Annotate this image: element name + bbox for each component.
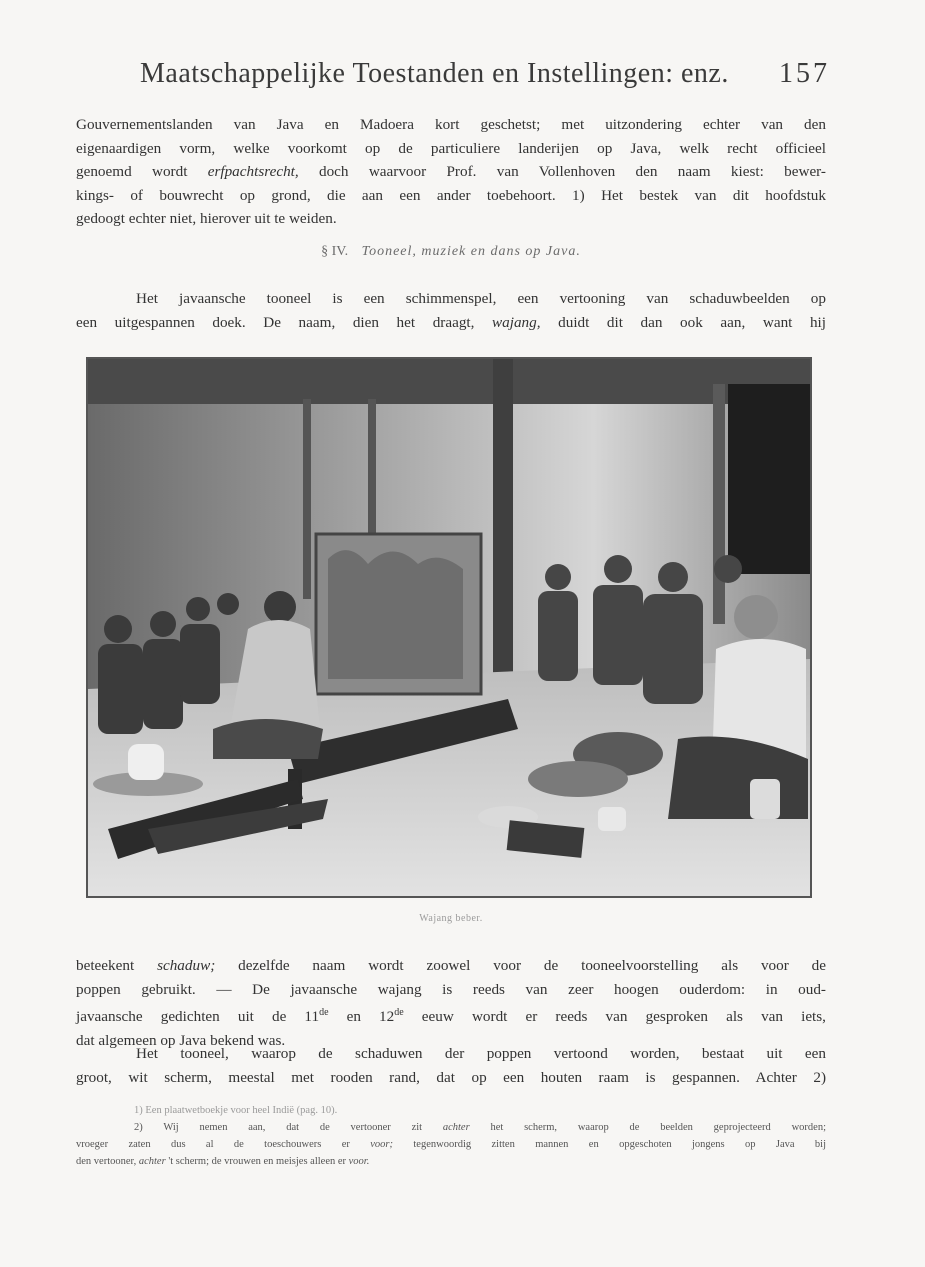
italic-term: schaduw; [157,957,216,974]
paragraph-3 [76,954,826,1052]
section-heading [76,244,826,260]
italic-term: voor. [348,1156,370,1167]
section-number: § IV. [321,244,349,259]
text-run: het scherm, waarop de beelden geprojecteerd worden; [469,1122,826,1133]
paragraph-line [76,954,826,978]
footnote-2-line [76,1136,826,1153]
paragraph-line: gedoogt echter niet, hierover uit te weiden. [76,210,337,227]
paragraph-1 [76,113,826,231]
text-run: dezelfde naam wordt zoowel voor de tooneelvoorstelling als voor de [215,957,827,974]
text-run: vroeger zaten dus al de toeschouwers er [76,1139,371,1150]
paragraph-line [76,1001,826,1029]
text-run: javaansche gedichten uit de 11 [76,1008,320,1025]
italic-term: erfpachtsrecht, [207,163,299,180]
text-run: tegenwoordig zitten mannen en opgeschoten jongens op Java bij [393,1139,826,1150]
paragraph-line [76,311,826,335]
text-run: beteekent [76,957,158,974]
paragraph-line: poppen gebruikt. — De javaansche wajang is reeds van zeer hoogen ouderdom: in oud- [76,980,826,998]
text-run: genoemd wordt [76,163,208,180]
text-run: 't scherm; de vrouwen en meisjes alleen er [165,1156,349,1167]
italic-term: achter [138,1156,166,1167]
section-title: Tooneel, muziek en dans op Java. [361,244,581,259]
running-head [140,58,830,98]
paragraph-2 [76,287,826,334]
wayang-photograph [86,357,812,898]
paragraph-line: Het javaansche tooneel is een schimmenspel, een vertooning van schaduwbeelden op [136,290,826,307]
paragraph-line: Het tooneel, waarop de schaduwen der poppen vertoond worden, bestaat uit een [136,1045,826,1062]
text-run: en 12 [328,1008,395,1025]
paragraph-4 [76,1042,826,1089]
paragraph-line: dat algemeen op Java bekend was. [76,1031,286,1049]
text-run: 2) Wij nemen aan, dat de vertooner zit [134,1122,443,1133]
superscript: de [319,1007,329,1018]
paragraph-line: Gouvernementslanden van Java en Madoera kort geschetst; met uitzondering echter van den [76,116,826,133]
italic-term: achter [442,1122,470,1133]
italic-term: wajang, [492,313,541,331]
footnote-2-line [76,1119,826,1136]
text-run: doch waarvoor Prof. van Vollenhoven den naam kiest: bewer- [298,163,826,180]
footnote-2-line [76,1153,826,1170]
paragraph-line: groot, wit scherm, meestal met rooden rand, dat op een houten raam is gespannen. Achter 2) [76,1068,826,1086]
paragraph-line: eigenaardigen vorm, welke voorkomt op de particuliere landerijen op Java, welk recht officieel [76,139,826,157]
footnotes [76,1102,826,1170]
text-run: den vertooner, [76,1156,139,1167]
text-run: eeuw wordt er reeds van gesproken als van iets, [403,1008,826,1025]
italic-term: voor; [370,1139,393,1150]
figure-caption: Wajang beber. [419,913,483,924]
footnote-1: 1) Een plaatwetboekje voor heel Indië (pag. 10). [134,1105,338,1116]
running-head-title: Maatschappelijke Toestanden en Instellingen: enz. [140,58,729,89]
paragraph-line: kings- of bouwrecht op grond, die aan een ander toebehoort. 1) Het bestek van dit hoofdstuk [76,186,826,204]
superscript: de [394,1007,404,1018]
photograph-illustration [88,359,810,896]
text-run: duidt dit dan ook aan, want hij [540,313,826,331]
text-run: een uitgespannen doek. De naam, dien het draagt, [76,313,493,331]
paragraph-line [76,160,826,184]
page-number: 157 [779,58,830,89]
